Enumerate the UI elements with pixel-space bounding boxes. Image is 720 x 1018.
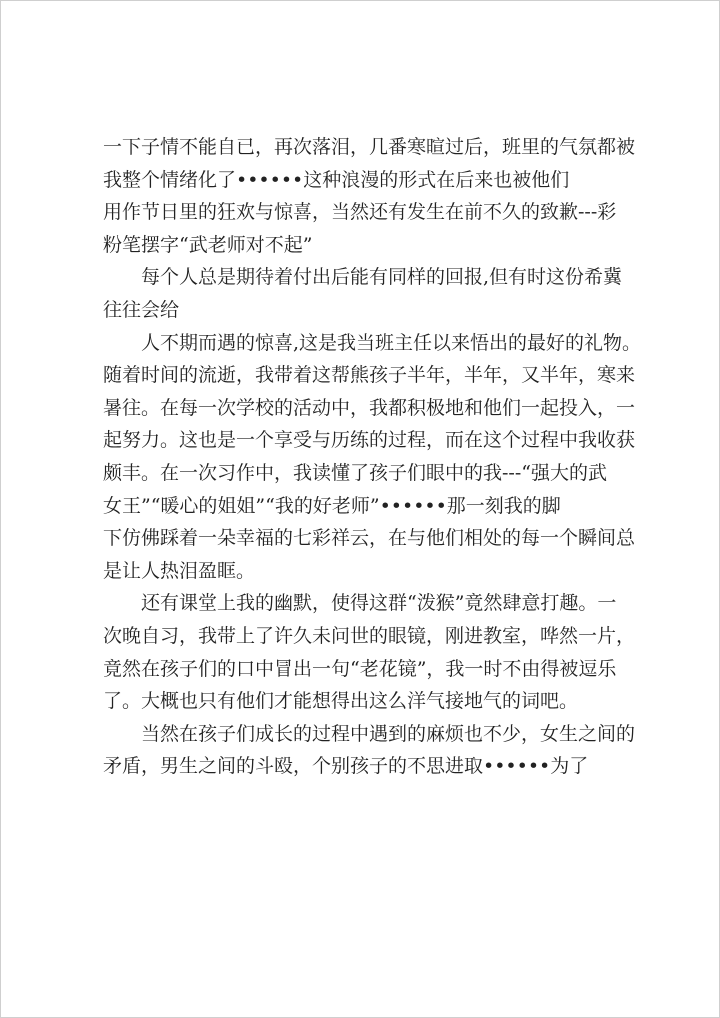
text-line: 是让人热泪盈眶。	[103, 559, 256, 582]
text-line: 随着时间的流逝，我带着这帮熊孩子半年，半年，又半年，寒来	[103, 364, 636, 387]
text-line: 粉笔摆字“武老师对不起”	[103, 233, 313, 256]
text-line: 颇丰。在一次习作中，我读懂了孩子们眼中的我---“强大的武	[103, 461, 607, 484]
text-line: 下仿佛踩着一朵幸福的七彩祥云，在与他们相处的每一个瞬间总	[103, 527, 636, 550]
text-line: 了。大概也只有他们才能想得出这么洋气接地气的词吧。	[103, 690, 579, 713]
text-line: 一下子情不能自已，再次落泪，几番寒暄过后，班里的气氛都被	[103, 136, 636, 158]
paragraph-first-line: 当然在孩子们成长的过程中遇到的麻烦也不少，女生之间的	[141, 722, 636, 745]
text-line: 起努力。这也是一个享受与历练的过程，而在这个过程中我收获	[103, 429, 636, 452]
text-line: 暑往。在每一次学校的活动中，我都积极地和他们一起投入，一	[103, 396, 636, 419]
text-line: 竟然在孩子们的口中冒出一句“老花镜”，我一时不由得被逗乐	[103, 657, 617, 680]
text-line: 我整个情绪化了••••••这种浪漫的形式在后来也被他们	[103, 168, 570, 191]
paragraph-first-line: 每个人总是期待着付出后能有同样的回报,但有时这份希冀	[141, 266, 623, 289]
text-line: 往往会给	[103, 298, 180, 321]
body-text	[103, 131, 643, 783]
text-line: 矛盾，男生之间的斗殴，个别孩子的不思进取••••••为了	[103, 755, 589, 778]
text-line: 女王”“暖心的姐姐”“我的好老师”••••••那一刻我的脚	[103, 494, 561, 517]
paragraph-first-line: 还有课堂上我的幽默，使得这群“泼猴”竟然肆意打趣。一	[141, 592, 617, 615]
paragraph-first-line: 人不期而遇的惊喜,这是我当班主任以来悟出的最好的礼物。	[141, 331, 642, 354]
text-line: 次晚自习，我带上了许久未问世的眼镜，刚进教室，哗然一片，	[103, 624, 636, 647]
text-line: 用作节日里的狂欢与惊喜，当然还有发生在前不久的致歉---彩	[103, 201, 617, 224]
